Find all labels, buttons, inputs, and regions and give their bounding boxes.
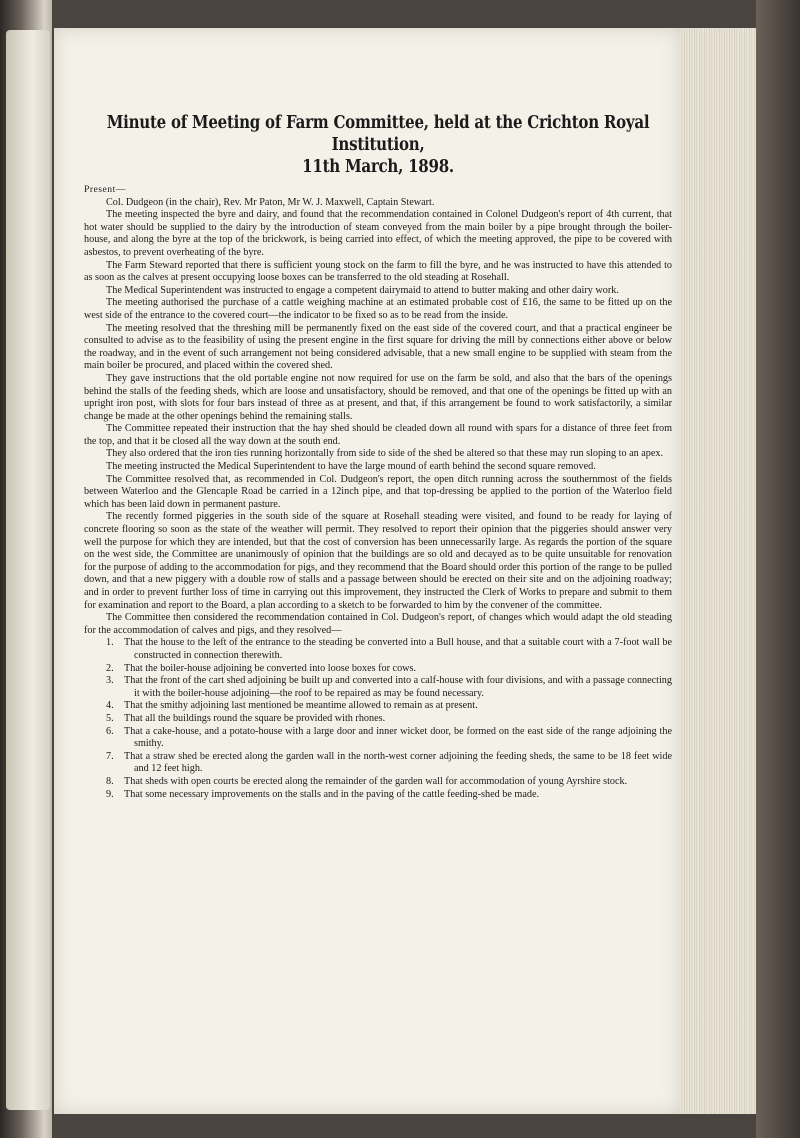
resolution-item — [106, 712, 672, 726]
resolution-item — [106, 662, 672, 676]
resolution-item — [106, 788, 672, 802]
book-cover-right — [756, 0, 800, 1138]
resolution-text: That a cake-house, and a potato-house with a large door and inner wicket door, be formed on the east side of the range adjoining the smithy. — [124, 725, 672, 750]
resolution-text: That all the buildings round the square be provided with rhones. — [124, 712, 386, 724]
resolution-number: 2. — [106, 662, 114, 674]
paragraph: The meeting resolved that the threshing mill be permanently fixed on the east side of the covered court, and that a practical engineer be consulted to advise as to the feasibility of using the present engine in the first square for driving the mill by connections either above or below the roadway, and in the event of such arrangement not being considered advisable, that a new small engine to be supplied with steam from the main boiler be procured, and placed within the covered shed. — [84, 322, 672, 372]
previous-page-edge — [6, 30, 50, 1110]
resolution-item — [106, 675, 672, 700]
resolution-text: That a straw shed be erected along the garden wall in the north-west corner adjoining the feeding sheds, the same to be 18 feet wide and 12 feet high. — [124, 750, 672, 775]
resolution-text: That the smithy adjoining last mentioned be meantime allowed to remain as at present. — [124, 700, 478, 712]
paragraph: They gave instructions that the old portable engine not now required for use on the farm be sold, and also that the bars of the openings behind the stalls of the feeding sheds, which are loose and unsatisfactory, should be removed, and that one of the openings be fitted up with an upright iron post, with slots for four bars instead of three as at present, and that, if this arrangement be found to work satisfactorily, a similar change be made at the other openings behind the remaining stalls. — [84, 372, 672, 422]
resolution-number: 4. — [106, 700, 114, 712]
present-label: Present— — [84, 184, 126, 195]
paragraph: The Farm Steward reported that there is sufficient young stock on the farm to fill the byre, and he was instructed to have this attended to as soon as the calves at present occupying loose boxes can be transferred to the old steading at Rosehall. — [84, 259, 672, 284]
title-line-2: 11th March, 1898. — [302, 157, 454, 177]
document-title — [85, 112, 672, 178]
title-line-1: Minute of Meeting of Farm Committee, held at the Crichton Royal Institution, — [106, 113, 650, 155]
resolution-number: 5. — [106, 712, 114, 724]
resolution-number: 8. — [106, 775, 114, 787]
paragraph: The Committee resolved that, as recommended in Col. Dudgeon's report, the open ditch running across the southernmost of the fields between Waterloo and the Glencaple Road be carried in a 12inch pipe, and that top-dressing be applied to the portion of the Waterloo field which has been laid down in permanent pasture. — [84, 473, 672, 510]
resolution-list — [84, 637, 672, 801]
present-names: Col. Dudgeon (in the chair), Rev. Mr Paton, Mr W. J. Maxwell, Captain Stewart. — [106, 196, 435, 208]
resolution-item — [106, 637, 672, 662]
paragraph: The Committee repeated their instruction that the hay shed should be cleaded down all round with spars for a distance of three feet from the top, and that it be closed all the way down at the south end. — [84, 423, 672, 447]
resolution-number: 9. — [106, 788, 114, 800]
resolution-text: That the boiler-house adjoining be converted into loose boxes for cows. — [124, 662, 417, 674]
resolution-number: 6. — [106, 725, 114, 737]
resolution-number: 7. — [106, 750, 114, 762]
resolution-item — [106, 750, 672, 776]
page-stack-edge — [680, 28, 756, 1114]
resolution-item — [106, 725, 672, 751]
resolution-text: That the front of the cart shed adjoining be built up and converted into a calf-house with four divisions, and with a passage connecting it with the boiler-house adjoining—the roof to be repaired as may be found necessary. — [124, 675, 672, 699]
paragraph: The Committee then considered the recommendation contained in Col. Dudgeon's report, of changes which would adapt the old steading for the accommodation of calves and pigs, and they resolved— — [84, 612, 672, 636]
resolution-item — [106, 700, 672, 713]
paragraph: The Medical Superintendent was instructed to engage a competent dairymaid to attend to butter making and other dairy work. — [106, 284, 619, 296]
book-spine-left — [0, 0, 52, 1138]
resolution-text: That the house to the left of the entrance to the steading be converted into a Bull house, and that a suitable court with a 7-foot wall be constructed in connection therewith. — [124, 637, 672, 661]
resolution-number: 1. — [106, 637, 114, 649]
resolution-item — [106, 775, 672, 789]
document-body — [84, 112, 672, 801]
paragraph: They also ordered that the iron ties running horizontally from side to side of the shed be altered so that these may run sloping to an apex. — [106, 448, 664, 460]
resolution-text: That some necessary improvements on the stalls and in the paving of the cattle feeding-shed be made. — [124, 788, 540, 800]
resolution-number: 3. — [106, 675, 114, 687]
paragraph: The meeting inspected the byre and dairy, and found that the recommendation contained in Colonel Dudgeon's report of 4th current, that hot water should be supplied to the dairy by the introduction of steam conveyed from the main boiler by a pipe brought through the boiler-house, and along the byre at the top of the brickwork, is being carried into effect, of which the meeting approved, the pipe to be covered with asbestos, to prevent overheating of the byre. — [84, 209, 672, 258]
paragraph: The meeting instructed the Medical Superintendent to have the large mound of earth behind the second square removed. — [106, 461, 596, 473]
paragraph: The meeting authorised the purchase of a cattle weighing machine at an estimated probable cost of £16, the same to be fitted up on the west side of the entrance to the covered court—the indicator to be fixed so as to be read from the inside. — [84, 297, 672, 321]
resolution-text: That sheds with open courts be erected along the remainder of the garden wall for accommodation of young Ayrshire stock. — [124, 775, 628, 787]
paragraph: The recently formed piggeries in the south side of the square at Rosehall steading were visited, and found to be ready for laying of concrete flooring so soon as the state of the weather will permit. They resolved to report their opinion that the piggeries should answer very well the purpose for which they are intended, but that the cost of conversion has been unnecessarily large. As regards the portion of the square on the west side, the Committee are unanimously of opinion that the buildings are so old and decayed as to be quite unsuitable for renovation for the purpose of adding to the accommodation for pigs, and they recommend that the Board should order this portion of the range to be pulled down, and that a new piggery with a double row of stalls and a passage between should be erected on their site and on the adjoining roadway; and in order to prevent further loss of time in carrying out this improvement, they instructed the Clerk of Works to prepare and submit to them for examination and report to the Board, a plan according to a sketch to be forwarded to him by the convener of the committee. — [84, 511, 672, 611]
